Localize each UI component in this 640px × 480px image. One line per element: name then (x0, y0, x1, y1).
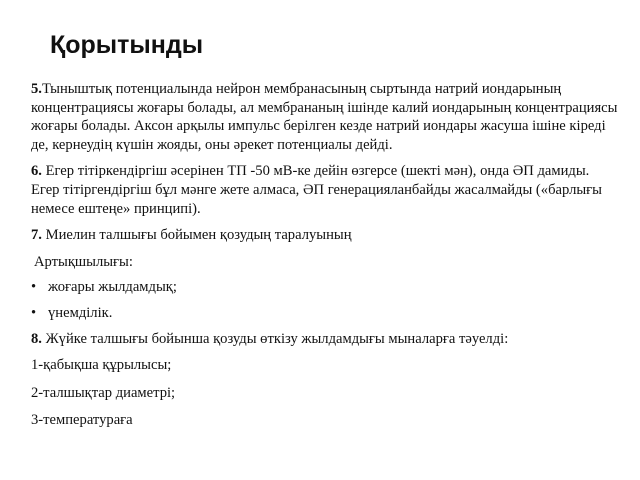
item-number: 6. (31, 163, 42, 180)
item-text: Жүйке талшығы бойынша қозуды өткізу жылдамдығы мыналарға тәуелді: (41, 330, 509, 347)
item-text: Миелин талшығы бойымен қозудың таралуының (41, 227, 352, 244)
item-number: 5. (31, 81, 42, 97)
slide-content (31, 80, 619, 439)
paragraph-6 (31, 162, 619, 218)
list-item-text: жоғары жылдамдық; (48, 279, 177, 296)
paragraph-5 (31, 80, 619, 154)
paragraph-8 (31, 330, 619, 349)
list-item (31, 304, 619, 323)
list-item (31, 278, 619, 297)
advantages-list (31, 278, 619, 322)
item-number: 7. (31, 227, 42, 244)
item-number: 8. (31, 330, 42, 347)
slide-title: Қорытынды (50, 31, 204, 59)
bullet-icon: • (31, 279, 37, 296)
paragraph-7 (31, 226, 619, 245)
list-item-text: үнемділік. (48, 304, 113, 321)
item-text: Егер тітіркендіргіш әсерінен ТП -50 мВ-ке дейін өзгерсе (шекті мән), онда ӘП дамиды. Егер тітіргендіргіш бұл мәнге жете алмаса, ӘП генерацияланбайды жасалмайды («барлығы немесе ештеңе» принципі). (31, 163, 602, 217)
factor-2: 2-талшықтар диаметрі; (31, 384, 176, 401)
factor-1: 1-қабықша құрылысы; (31, 357, 172, 374)
advantages-label: Артықшылығы: (34, 253, 133, 270)
factor-3: 3-температураға (31, 412, 133, 429)
item-text: Тыныштық потенциалында нейрон мембранасының сыртында натрий иондарының концентрациясы жоғары болады, ал мембрананың ішінде калий иондарының концентрациясы жоғары болады. Аксон арқылы импульс берілген кезде натрий иондары жасуша ішіне кіреді де, кернеудің күшін жояды, оны әрекет потенциалы дейді. (31, 81, 618, 153)
bullet-icon: • (31, 304, 37, 321)
